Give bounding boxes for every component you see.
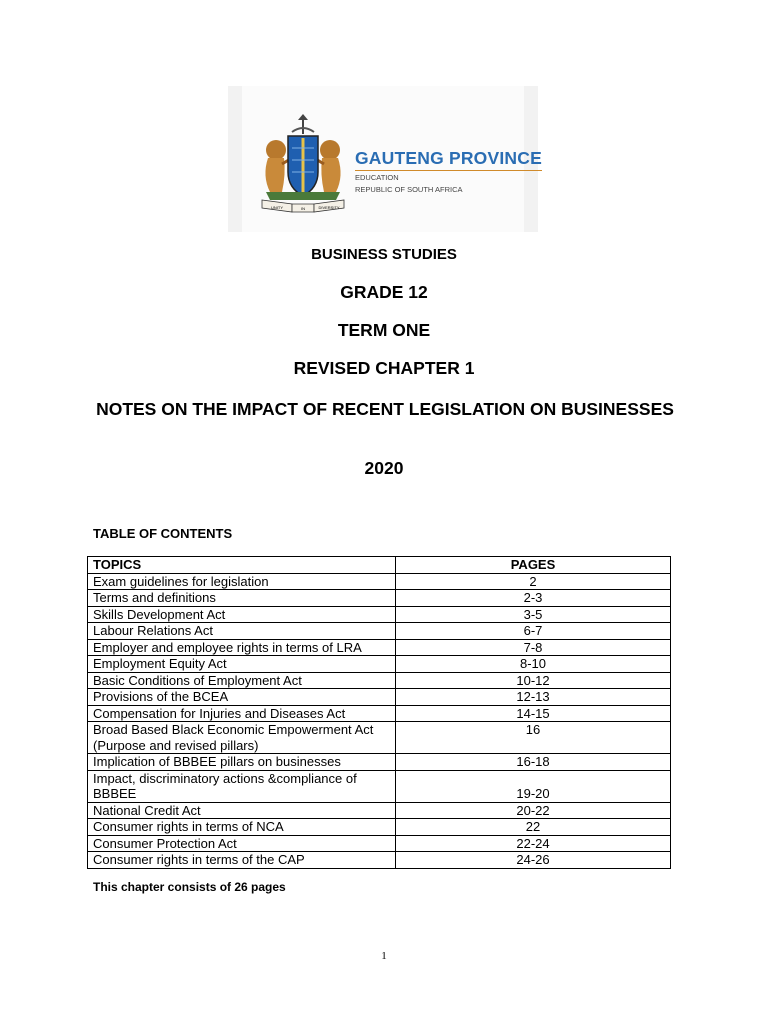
page-number: 1 <box>381 950 387 962</box>
toc-topic: Implication of BBBEE pillars on businesses <box>88 754 396 771</box>
toc-topic: Consumer rights in terms of the CAP <box>88 852 396 869</box>
toc-pages: 2-3 <box>396 590 671 607</box>
brand-text <box>355 148 542 195</box>
toc-heading: TABLE OF CONTENTS <box>93 526 233 541</box>
toc-table <box>87 556 671 869</box>
toc-topic: Compensation for Injuries and Diseases Act <box>88 705 396 722</box>
toc-topic: Consumer rights in terms of NCA <box>88 819 396 836</box>
term-title: TERM ONE <box>337 320 431 340</box>
chapter-page-count: This chapter consists of 26 pages <box>93 880 286 894</box>
crest-motto-right: DIVERSITY <box>318 205 340 210</box>
toc-row <box>88 802 671 819</box>
toc-row <box>88 852 671 869</box>
crest-motto-mid: IN <box>301 206 305 211</box>
toc-row <box>88 835 671 852</box>
toc-topic: Consumer Protection Act <box>88 835 396 852</box>
chapter-title: REVISED CHAPTER 1 <box>293 358 475 378</box>
toc-col-topics: TOPICS <box>88 557 396 574</box>
toc-pages: 3-5 <box>396 606 671 623</box>
toc-topic: Employment Equity Act <box>88 656 396 673</box>
toc-pages: 10-12 <box>396 672 671 689</box>
toc-pages: 8-10 <box>396 656 671 673</box>
toc-col-pages: PAGES <box>396 557 671 574</box>
toc-topic: National Credit Act <box>88 802 396 819</box>
department-name: EDUCATION <box>355 173 399 182</box>
toc-pages: 7-8 <box>396 639 671 656</box>
toc-pages: 16 <box>396 722 671 754</box>
toc-topic: Basic Conditions of Employment Act <box>88 672 396 689</box>
toc-topic: Broad Based Black Economic Empowerment Act (Purpose and revised pillars) <box>88 722 396 754</box>
toc-pages: 24-26 <box>396 852 671 869</box>
gauteng-logo <box>228 86 542 232</box>
toc-topic: Exam guidelines for legislation <box>88 573 396 590</box>
notes-title: NOTES ON THE IMPACT OF RECENT LEGISLATION ON BUSINESSES <box>96 399 674 419</box>
toc-row <box>88 722 671 754</box>
toc-topic: Skills Development Act <box>88 606 396 623</box>
toc-pages: 20-22 <box>396 802 671 819</box>
toc-pages: 2 <box>396 573 671 590</box>
toc-topic: Impact, discriminatory actions &compliance of BBBEE <box>88 770 396 802</box>
toc-row <box>88 639 671 656</box>
toc-pages: 12-13 <box>396 689 671 706</box>
country-name: REPUBLIC OF SOUTH AFRICA <box>355 185 463 194</box>
toc-row <box>88 573 671 590</box>
province-name: GAUTENG PROVINCE <box>355 148 542 171</box>
toc-topic: Terms and definitions <box>88 590 396 607</box>
toc-row <box>88 689 671 706</box>
toc-topic: Labour Relations Act <box>88 623 396 640</box>
subject-title: BUSINESS STUDIES <box>311 246 457 263</box>
toc-row <box>88 672 671 689</box>
toc-row <box>88 656 671 673</box>
toc-pages: 19-20 <box>396 770 671 802</box>
crest-motto-left: UNITY <box>271 205 283 210</box>
toc-row <box>88 623 671 640</box>
toc-row <box>88 590 671 607</box>
toc-pages: 16-18 <box>396 754 671 771</box>
toc-topic: Employer and employee rights in terms of LRA <box>88 639 396 656</box>
toc-pages: 14-15 <box>396 705 671 722</box>
grade-title: GRADE 12 <box>340 282 428 302</box>
toc-topic: Provisions of the BCEA <box>88 689 396 706</box>
toc-row <box>88 754 671 771</box>
toc-row <box>88 770 671 802</box>
toc-header-row <box>88 557 671 574</box>
year-title: 2020 <box>364 458 404 478</box>
toc-pages: 22 <box>396 819 671 836</box>
toc-pages: 6-7 <box>396 623 671 640</box>
toc-row <box>88 705 671 722</box>
toc-pages: 22-24 <box>396 835 671 852</box>
toc-row <box>88 819 671 836</box>
toc-row <box>88 606 671 623</box>
coat-of-arms-icon <box>248 112 358 222</box>
